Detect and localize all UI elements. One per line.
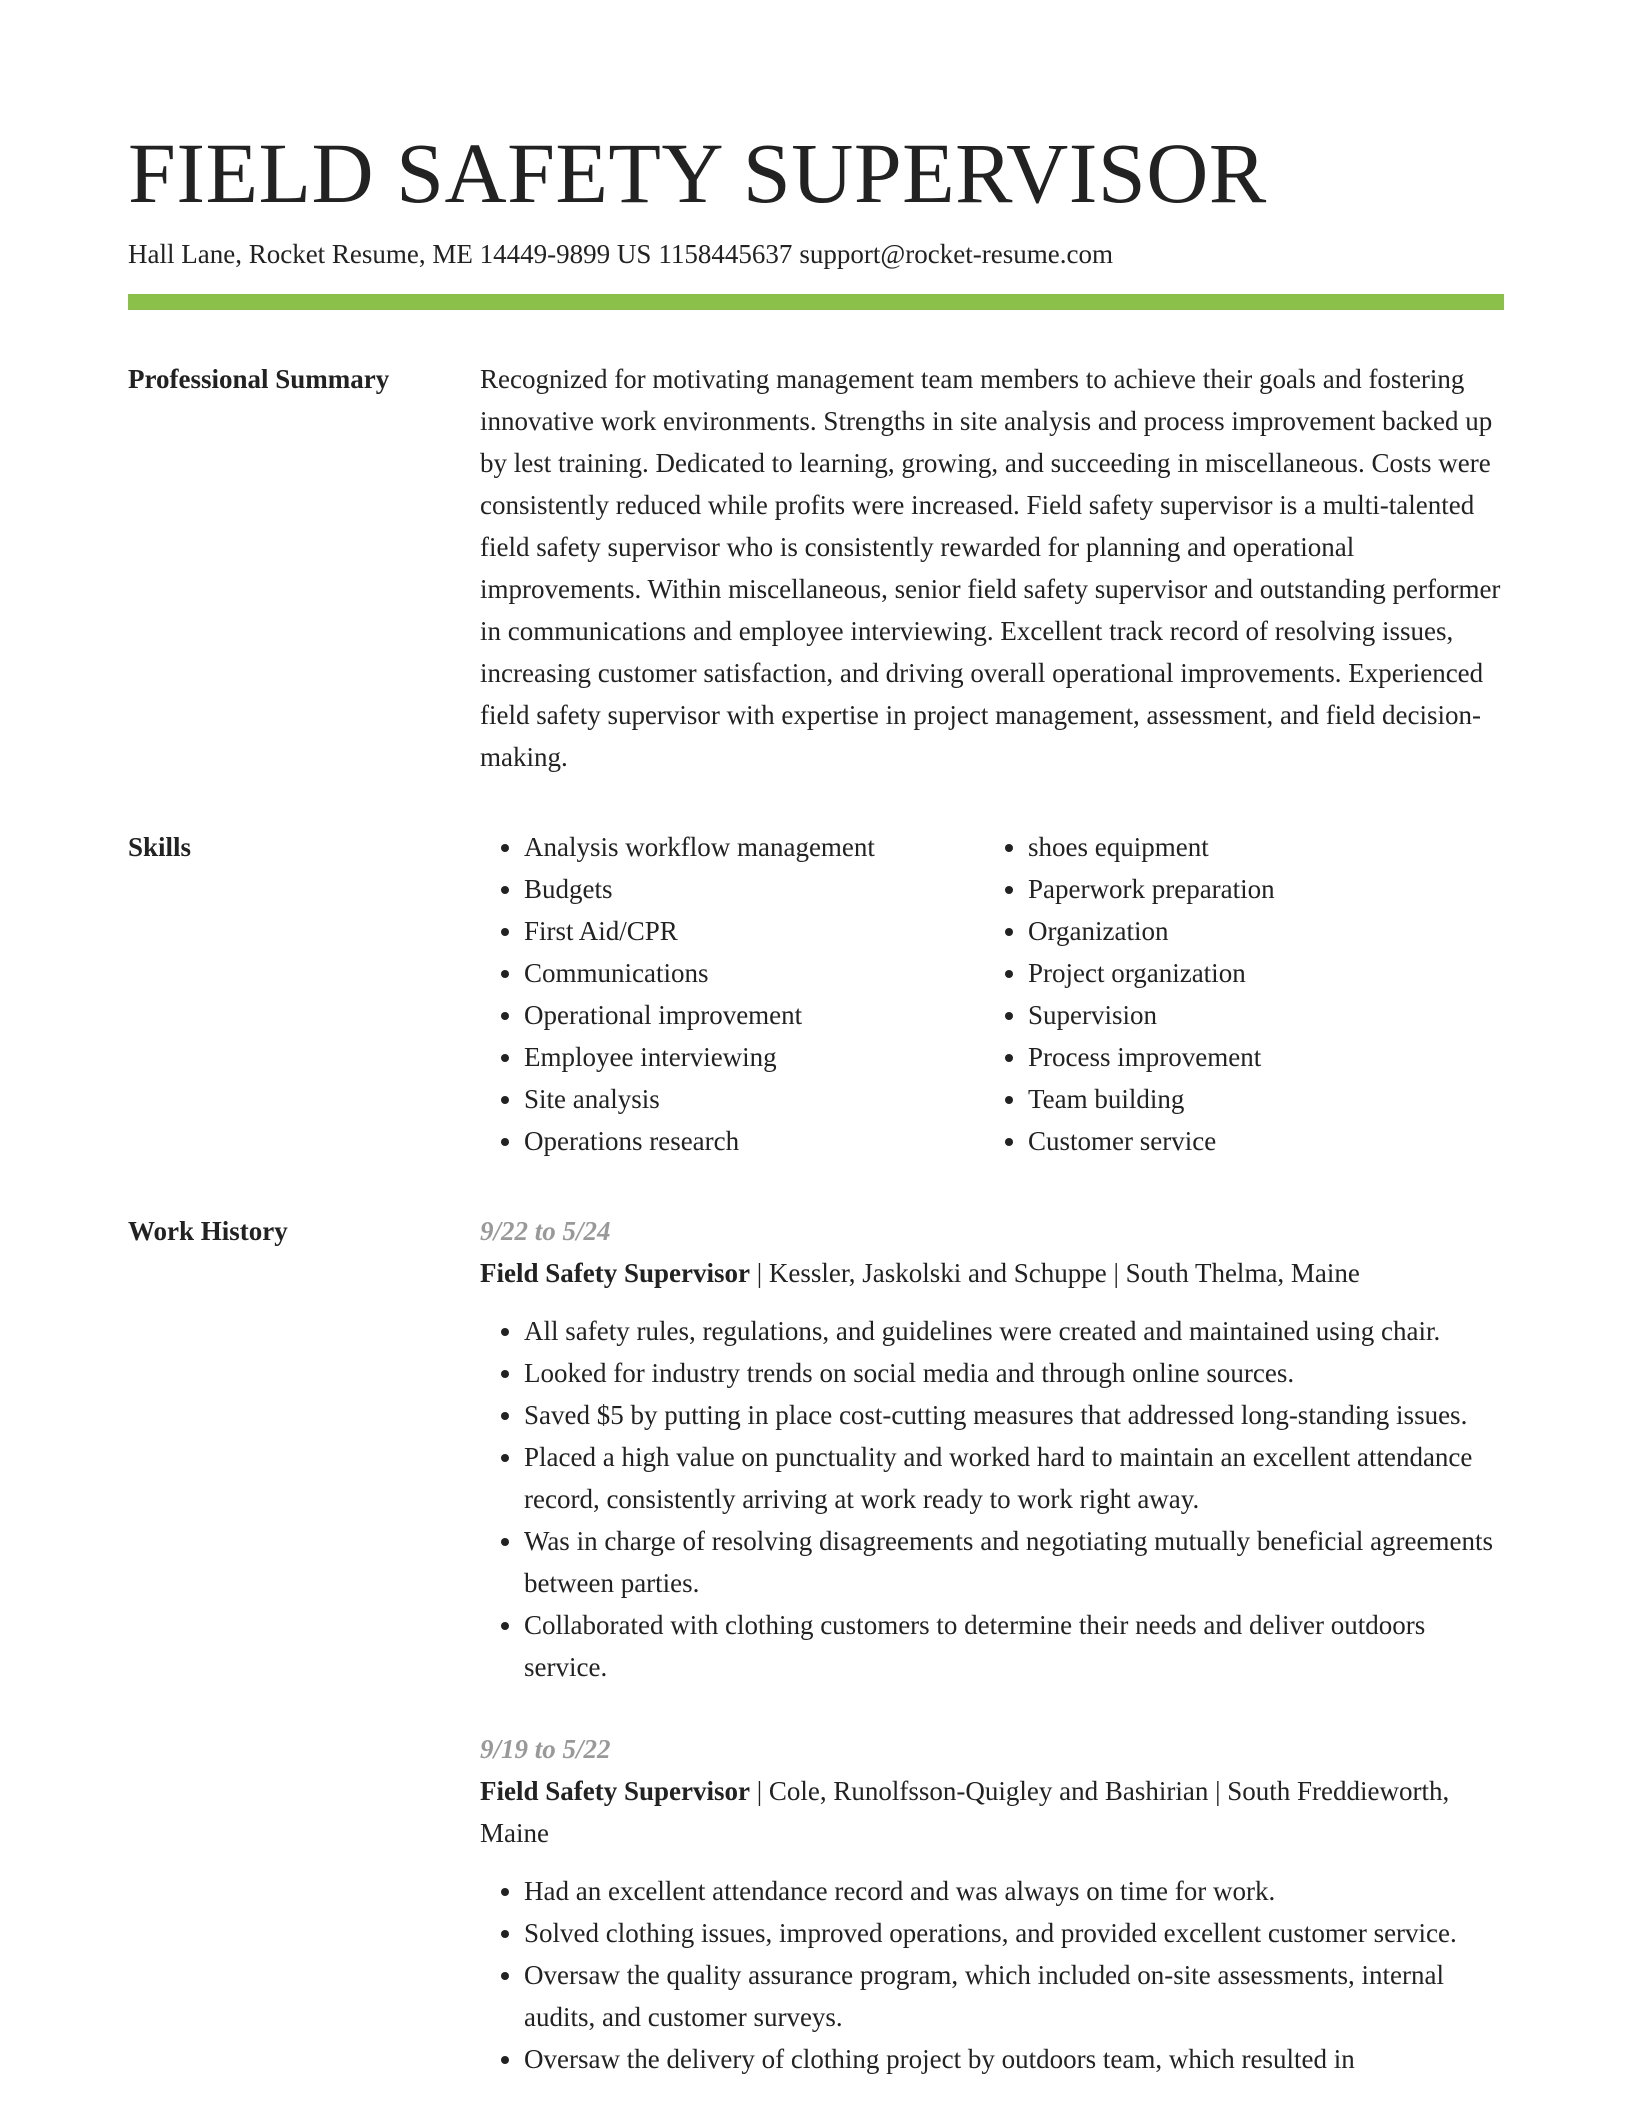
- summary-label: Professional Summary: [128, 364, 390, 394]
- contact-phone: 1158445637: [658, 239, 793, 269]
- skill-item: • Paperwork preparation: [1028, 868, 1488, 910]
- job-bullet: • Had an excellent attendance record and was always on time for work.: [524, 1870, 1504, 1912]
- skill-item: • shoes equipment: [1028, 826, 1488, 868]
- summary-section: [128, 358, 1504, 778]
- job-heading: [480, 1770, 1504, 1854]
- job-entry: [480, 1210, 1504, 1688]
- contact-line: [128, 234, 1504, 274]
- contact-email: support@rocket-resume.com: [799, 239, 1113, 269]
- skill-item: • Communications: [524, 952, 984, 994]
- job-dates: 9/19 to 5/22: [480, 1734, 611, 1764]
- skill-item: • Site analysis: [524, 1078, 984, 1120]
- job-title: Field Safety Supervisor: [480, 1776, 750, 1806]
- skill-item: • Analysis workflow management: [524, 826, 984, 868]
- contact-address: Hall Lane, Rocket Resume, ME 14449-9899 US: [128, 239, 652, 269]
- job-dates: 9/22 to 5/24: [480, 1216, 611, 1246]
- job-bullet: • Placed a high value on punctuality and worked hard to maintain an excellent attendance record, consistently arriving at work ready to work right away.: [524, 1436, 1504, 1520]
- job-bullet: • All safety rules, regulations, and guidelines were created and maintained using chair.: [524, 1310, 1504, 1352]
- job-bullet: • Oversaw the delivery of clothing project by outdoors team, which resulted in: [524, 2038, 1504, 2080]
- job-bullet: • Was in charge of resolving disagreements and negotiating mutually beneficial agreements between parties.: [524, 1520, 1504, 1604]
- skill-item: • Process improvement: [1028, 1036, 1488, 1078]
- skills-label: Skills: [128, 832, 192, 862]
- skills-section: [128, 826, 1504, 1162]
- skill-item: • Organization: [1028, 910, 1488, 952]
- job-heading: [480, 1252, 1504, 1294]
- job-bullet: • Collaborated with clothing customers to determine their needs and deliver outdoors service.: [524, 1604, 1504, 1688]
- job-bullet: • Looked for industry trends on social media and through online sources.: [524, 1352, 1504, 1394]
- job-details: | Cole, Runolfsson-Quigley and Bashirian | South Freddieworth, Maine: [480, 1776, 1450, 1848]
- skill-item: • Operations research: [524, 1120, 984, 1162]
- job-bullets: [480, 1310, 1504, 1688]
- skills-list-right: [984, 826, 1488, 1162]
- skill-item: • Employee interviewing: [524, 1036, 984, 1078]
- job-bullet: • Saved $5 by putting in place cost-cutting measures that addressed long-standing issues.: [524, 1394, 1504, 1436]
- work-history-section: [128, 1210, 1504, 2080]
- resume-name-heading: FIELD SAFETY SUPERVISOR: [128, 125, 1267, 221]
- skill-item: • Team building: [1028, 1078, 1488, 1120]
- job-bullets: [480, 1870, 1504, 2080]
- job-bullet: • Solved clothing issues, improved operations, and provided excellent customer service.: [524, 1912, 1504, 1954]
- skill-item: • First Aid/CPR: [524, 910, 984, 952]
- skill-item: • Supervision: [1028, 994, 1488, 1036]
- summary-text: Recognized for motivating management team members to achieve their goals and fostering innovative work environments. Strengths in site analysis and process improvement backed up by lest training. Dedicated to learning, growing, and succeeding in miscellaneous. Costs were consistently reduced while profits were increased. Field safety supervisor is a multi-talented field safety supervisor who is consistently rewarded for planning and operational improvements. Within miscellaneous, senior field safety supervisor and outstanding performer in communications and employee interviewing. Excellent track record of resolving issues, increasing customer satisfaction, and driving overall operational improvements. Experienced field safety supervisor with expertise in project management, assessment, and field decision-making.: [480, 364, 1501, 772]
- work-history-label: Work History: [128, 1216, 288, 1246]
- skill-item: • Project organization: [1028, 952, 1488, 994]
- skill-item: • Operational improvement: [524, 994, 984, 1036]
- job-entry: [480, 1728, 1504, 2080]
- skill-item: • Budgets: [524, 868, 984, 910]
- skills-list-left: [480, 826, 984, 1162]
- header-divider: [128, 294, 1504, 310]
- job-title: Field Safety Supervisor: [480, 1258, 750, 1288]
- job-details: | Kessler, Jaskolski and Schuppe | South Thelma, Maine: [750, 1258, 1360, 1288]
- skill-item: • Customer service: [1028, 1120, 1488, 1162]
- job-bullet: • Oversaw the quality assurance program, which included on-site assessments, internal audits, and customer surveys.: [524, 1954, 1504, 2038]
